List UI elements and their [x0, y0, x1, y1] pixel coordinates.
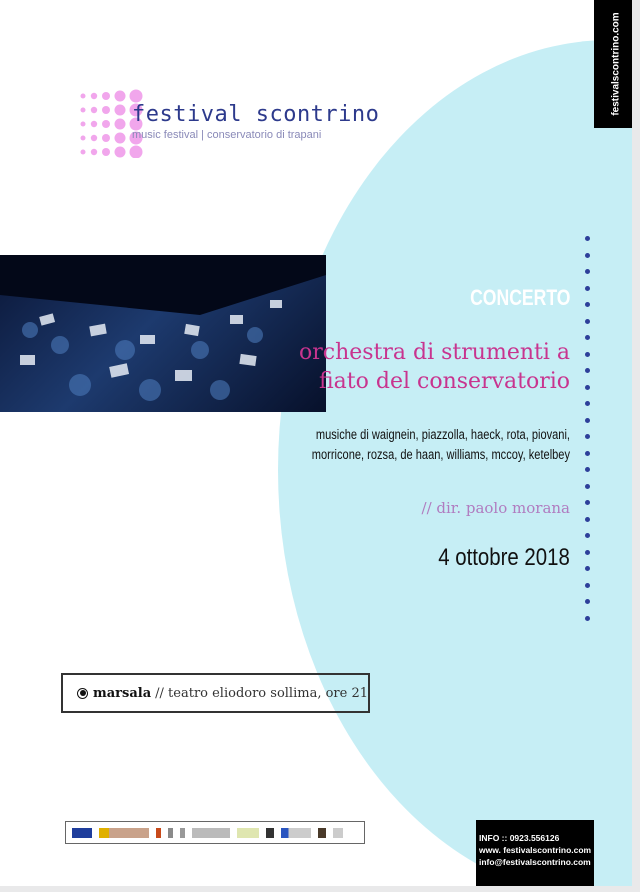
partner-logo-icon [333, 828, 343, 838]
venue-separator: // [155, 685, 164, 701]
crest-logo-icon [180, 828, 185, 838]
sponsor-logos [65, 821, 365, 844]
location-bullet-icon [77, 688, 88, 699]
event-title: orchestra di strumenti a fiato del conservatorio [299, 340, 570, 394]
vertical-dot-divider [585, 236, 591, 632]
composers-line-2: morricone, rozsa, de haan, williams, mccoy, ketelbey [311, 447, 570, 462]
info-box [476, 820, 594, 886]
crest-logo-icon [156, 828, 161, 838]
partner-logo-icon [237, 828, 259, 838]
composers [291, 425, 570, 465]
composers-line-1: musiche di waignein, piazzolla, haeck, rota, piovani, [315, 427, 570, 442]
partner-logo-icon [318, 828, 326, 838]
info-phone: INFO :: 0923.556126 [479, 833, 560, 843]
event-date: 4 ottobre 2018 [438, 544, 570, 571]
region-logo-icon [99, 828, 149, 838]
eu-flag-icon [72, 828, 92, 838]
event-category: CONCERTO [469, 285, 570, 310]
director: // dir. paolo morana [421, 499, 570, 517]
partner-logo-icon [281, 828, 311, 838]
venue-box [61, 673, 370, 713]
ministry-logo-icon [192, 828, 230, 838]
crest-logo-icon [168, 828, 173, 838]
sidebar-website: festivalscontrino.com [610, 12, 621, 116]
venue-place: teatro eliodoro sollima, ore 21 [168, 685, 368, 701]
info-email[interactable]: info@festivalscontrino.com [479, 857, 591, 867]
website-sidebar [594, 0, 632, 128]
partner-logo-icon [266, 828, 274, 838]
info-website[interactable]: www. festivalscontrino.com [479, 845, 592, 855]
logo-title: festival scontrino [132, 102, 380, 127]
venue-city: marsala [93, 685, 152, 701]
logo-subtitle: music festival | conservatorio di trapani [132, 129, 322, 141]
festival-logo [78, 88, 388, 158]
